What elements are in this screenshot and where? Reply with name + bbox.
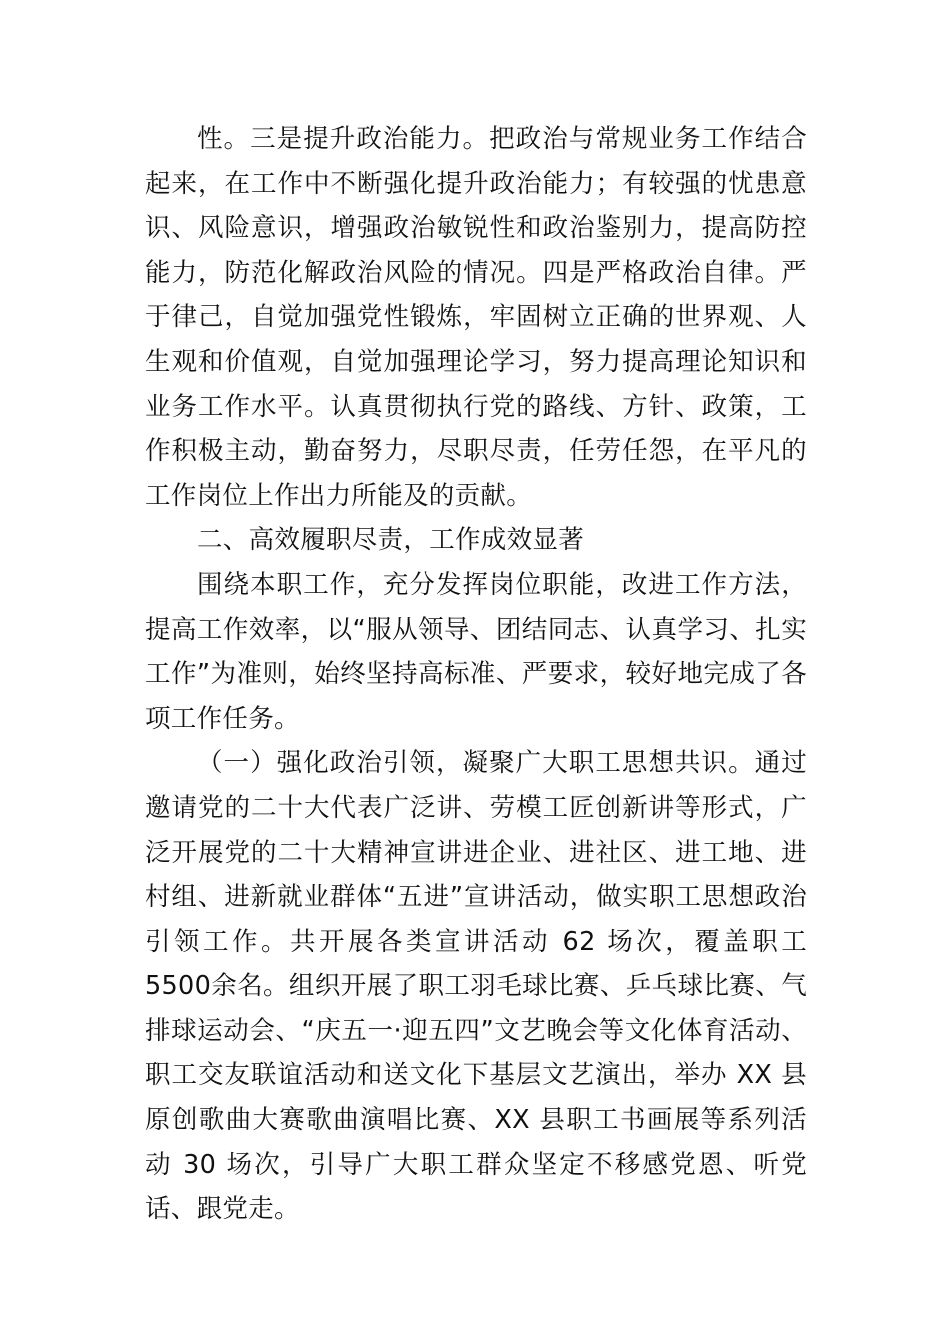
paragraph-work-summary: 围绕本职工作，充分发挥岗位职能，改进工作方法，提高工作效率，以“服从领导、团结同志、认真学习、扎实工作”为准则，始终坚持高标准、严要求，较好地完成了各项工作任务。 bbox=[145, 569, 807, 734]
paragraph-political-ability: 性。三是提升政治能力。把政治与常规业务工作结合起来，在工作中不断强化提升政治能力；有较强的忧患意识、风险意识，增强政治敏锐性和政治鉴别力，提高防控能力，防范化解政治风险的情况。四是严格政治自律。严于律己，自觉加强党性锻炼，牢固树立正确的世界观、人生观和价值观，自觉加强理论学习，努力提高理论知识和业务工作水平。认真贯彻执行党的路线、方针、政策，工作积极主动，勤奋努力，尽职尽责，任劳任怨，在平凡的工作岗位上作出力所能及的贡献。 bbox=[145, 124, 807, 511]
document-body bbox=[145, 117, 807, 1232]
paragraph-political-guidance: （一）强化政治引领，凝聚广大职工思想共识。通过邀请党的二十大代表广泛讲、劳模工匠创新讲等形式，广泛开展党的二十大精神宣讲进企业、进社区、进工地、进村组、进新就业群体“五进”宣讲活动，做实职工思想政治引领工作。共开展各类宣讲活动 62 场次，覆盖职工 5500余名。组织开展了职工羽毛球比赛、乒乓球比赛、气排球运动会、“庆五一·迎五四”文艺晚会等文化体育活动、职工交友联谊活动和送文化下基层文艺演出，举办 XX 县原创歌曲大赛歌曲演唱比赛、XX 县职工书画展等系列活动 30 场次，引导广大职工群众坚定不移感党恩、听党话、跟党走。 bbox=[145, 748, 807, 1225]
section-heading: 二、高效履职尽责，工作成效显著 bbox=[197, 525, 585, 556]
